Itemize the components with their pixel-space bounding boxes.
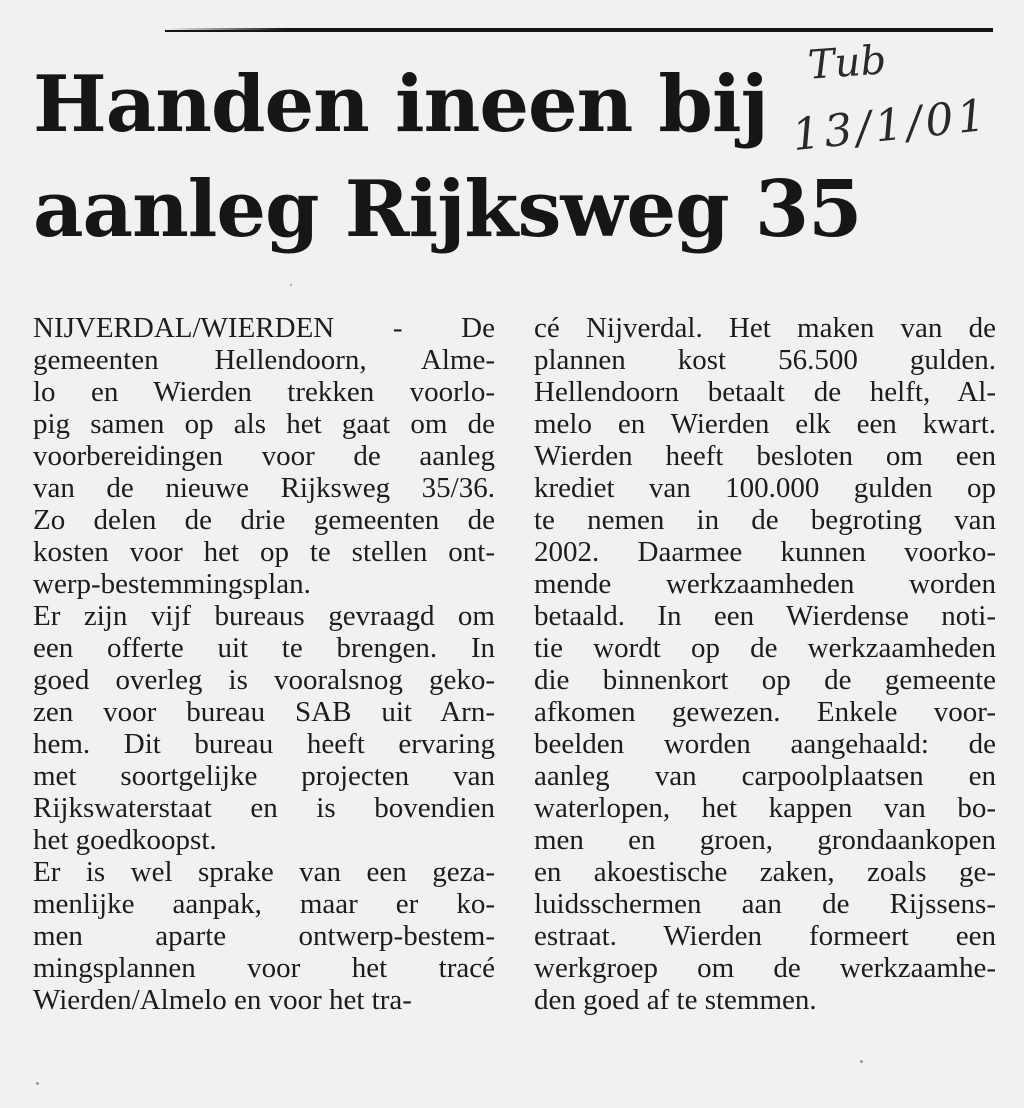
article-line: kosten voor het op te stellen ont- — [33, 536, 495, 568]
article-column-left — [33, 312, 495, 1016]
article-line: werp-bestemmingsplan. — [33, 568, 311, 600]
handwritten-note-date: 13/1/01 — [789, 89, 992, 162]
article-line: pig samen op als het gaat om de — [33, 408, 495, 440]
article-line: mende werkzaamheden worden — [534, 568, 996, 600]
article-line: het goedkoopst. — [33, 824, 217, 856]
article-line: mingsplannen voor het tracé — [33, 952, 495, 984]
article-line: betaald. In een Wierdense noti- — [534, 600, 996, 632]
article-line: aanleg van carpoolplaatsen en — [534, 760, 996, 792]
top-rule — [165, 28, 993, 32]
article-line: te nemen in de begroting van — [534, 504, 996, 536]
article-line: Er is wel sprake van een geza- — [33, 856, 495, 888]
headline-line-1: Handen ineen bij — [33, 59, 768, 150]
article-line: voorbereidingen voor de aanleg — [33, 440, 495, 472]
article-line: 2002. Daarmee kunnen voorko- — [534, 536, 996, 568]
article-line: NIJVERDAL/WIERDEN - De — [33, 312, 495, 344]
handwritten-note-source: Tub — [806, 37, 888, 89]
article-line: goed overleg is vooralsnog geko- — [33, 664, 495, 696]
article-line: lo en Wierden trekken voorlo- — [33, 376, 495, 408]
article-line: Wierden heeft besloten om een — [534, 440, 996, 472]
article-line: van de nieuwe Rijksweg 35/36. — [33, 472, 495, 504]
article-line: waterlopen, het kappen van bo- — [534, 792, 996, 824]
article-line: zen voor bureau SAB uit Arn- — [33, 696, 495, 728]
article-line: Er zijn vijf bureaus gevraagd om — [33, 600, 495, 632]
article-line: en akoestische zaken, zoals ge- — [534, 856, 996, 888]
article-column-right — [534, 312, 996, 1016]
headline-line-2: aanleg Rijksweg 35 — [33, 164, 862, 255]
article-line: men aparte ontwerp-bestem- — [33, 920, 495, 952]
article-line: den goed af te stemmen. — [534, 984, 817, 1016]
article-line: tie wordt op de werkzaamheden — [534, 632, 996, 664]
article-line: melo en Wierden elk een kwart. — [534, 408, 996, 440]
article-line: estraat. Wierden formeert een — [534, 920, 996, 952]
article-line: hem. Dit bureau heeft ervaring — [33, 728, 495, 760]
article-line: plannen kost 56.500 gulden. — [534, 344, 996, 376]
article-line: met soortgelijke projecten van — [33, 760, 495, 792]
article-line: cé Nijverdal. Het maken van de — [534, 312, 996, 344]
article-line: krediet van 100.000 gulden op — [534, 472, 996, 504]
article-line: gemeenten Hellendoorn, Alme- — [33, 344, 495, 376]
article-line: menlijke aanpak, maar er ko- — [33, 888, 495, 920]
scan-speck — [290, 284, 292, 286]
article-line: werkgroep om de werkzaamhe- — [534, 952, 996, 984]
article-line: die binnenkort op de gemeente — [534, 664, 996, 696]
headline — [33, 52, 861, 262]
article-line: men en groen, grondaankopen — [534, 824, 996, 856]
article-line: Zo delen de drie gemeenten de — [33, 504, 495, 536]
scan-speck — [860, 1060, 863, 1063]
article-line: beelden worden aangehaald: de — [534, 728, 996, 760]
scan-speck — [36, 1082, 39, 1085]
article-line: Wierden/Almelo en voor het tra- — [33, 984, 412, 1016]
article-line: Rijkswaterstaat en is bovendien — [33, 792, 495, 824]
article-line: afkomen gewezen. Enkele voor- — [534, 696, 996, 728]
article-line: Hellendoorn betaalt de helft, Al- — [534, 376, 996, 408]
article-line: luidsschermen aan de Rijssens- — [534, 888, 996, 920]
article-line: een offerte uit te brengen. In — [33, 632, 495, 664]
